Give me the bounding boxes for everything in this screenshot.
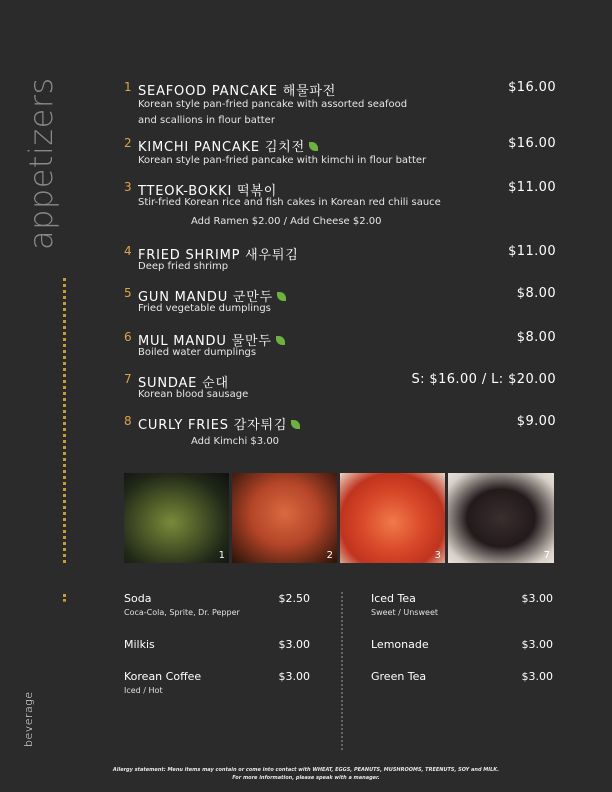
item-name: KIMCHI PANCAKE 김치전 [138, 136, 318, 155]
beverage-item [371, 638, 429, 651]
item-number: 8 [124, 414, 132, 428]
item-name: SUNDAE 순대 [138, 376, 229, 391]
item-number: 5 [124, 286, 132, 300]
photo-tag: 1 [218, 550, 225, 561]
item-description: Fried vegetable dumplings [138, 303, 271, 314]
beverage-item [371, 592, 438, 617]
allergy-statement: Allergy statement: Menu items may contain or come into contact with WHEAT, EGGS, PEANUTS, MUSHROOMS, TREENUTS, SOY and MILK. [112, 767, 500, 773]
dotted-divider [63, 594, 66, 602]
item-number: 6 [124, 330, 132, 344]
photo-tag: 3 [434, 550, 441, 561]
beverage-divider [341, 592, 343, 750]
beverage-sub: Coca-Cola, Sprite, Dr. Pepper [124, 608, 240, 617]
beverage-name: Korean Coffee [124, 670, 202, 683]
sidebar-label-appetizers: appetizers [22, 77, 60, 250]
beverage-price: $3.00 [278, 670, 310, 683]
dotted-divider [63, 278, 66, 563]
item-name: GUN MANDU 군만두 [138, 286, 286, 305]
allergy-statement: For more information, please speak with a manager. [232, 775, 380, 781]
item-description: Korean style pan-fried pancake with kimchi in flour batter [138, 155, 427, 166]
beverage-name: Green Tea [371, 670, 427, 683]
photo-sundae [448, 473, 554, 563]
item-description: Korean style pan-fried pancake with assorted seafood [138, 99, 408, 110]
item-name: CURLY FRIES 감자튀김 [138, 414, 300, 433]
item-number: 4 [124, 244, 132, 258]
beverage-name: Lemonade [371, 638, 429, 651]
leaf-icon [277, 292, 286, 301]
beverage-name: Milkis [124, 638, 155, 651]
item-number: 3 [124, 180, 132, 194]
item-name: FRIED SHRIMP 새우튀김 [138, 248, 299, 263]
beverage-item [371, 670, 426, 683]
beverage-item [124, 638, 155, 651]
item-name: SEAFOOD PANCAKE 해물파전 [138, 84, 337, 99]
item-description: Boiled water dumplings [138, 347, 257, 358]
item-number: 7 [124, 372, 132, 386]
item-addon: Add Kimchi $3.00 [191, 436, 280, 447]
photo-tag: 7 [543, 550, 550, 561]
item-number: 2 [124, 136, 132, 150]
beverage-price: $3.00 [521, 670, 553, 683]
item-name: TTEOK-BOKKI 떡볶이 [138, 184, 278, 199]
item-price: $11.00 [508, 244, 556, 259]
beverage-sub: Iced / Hot [124, 686, 163, 695]
item-price: $11.00 [508, 180, 556, 195]
beverage-name: Soda [124, 592, 152, 605]
beverage-name: Iced Tea [371, 592, 416, 605]
item-description: and scallions in flour batter [138, 115, 275, 126]
beverage-item [124, 592, 240, 617]
item-number: 1 [124, 80, 132, 94]
beverage-price: $3.00 [521, 592, 553, 605]
leaf-icon [291, 420, 300, 429]
leaf-icon [276, 336, 285, 345]
item-description: Deep fried shrimp [138, 261, 229, 272]
item-price: $8.00 [516, 286, 556, 301]
item-description: Korean blood sausage [138, 389, 249, 400]
item-price: $16.00 [508, 80, 556, 95]
item-price: S: $16.00 / L: $20.00 [411, 372, 556, 387]
beverage-price: $2.50 [278, 592, 310, 605]
item-price: $9.00 [516, 414, 556, 429]
item-price: $16.00 [508, 136, 556, 151]
photo-seafood-pancake [124, 473, 229, 563]
item-name: MUL MANDU 물만두 [138, 330, 285, 349]
beverage-price: $3.00 [521, 638, 553, 651]
photo-strip [124, 473, 554, 563]
item-description: Stir-fried Korean rice and fish cakes in Korean red chili sauce [138, 197, 441, 208]
sidebar-label-beverage: beverage [22, 691, 35, 747]
item-price: $8.00 [516, 330, 556, 345]
beverage-price: $3.00 [278, 638, 310, 651]
beverage-item [124, 670, 201, 695]
photo-tteokbokki [340, 473, 445, 563]
beverage-sub: Sweet / Unsweet [371, 608, 438, 617]
item-addon: Add Ramen $2.00 / Add Cheese $2.00 [191, 216, 382, 227]
photo-kimchi-pancake [232, 473, 337, 563]
photo-tag: 2 [326, 550, 333, 561]
leaf-icon [309, 142, 318, 151]
